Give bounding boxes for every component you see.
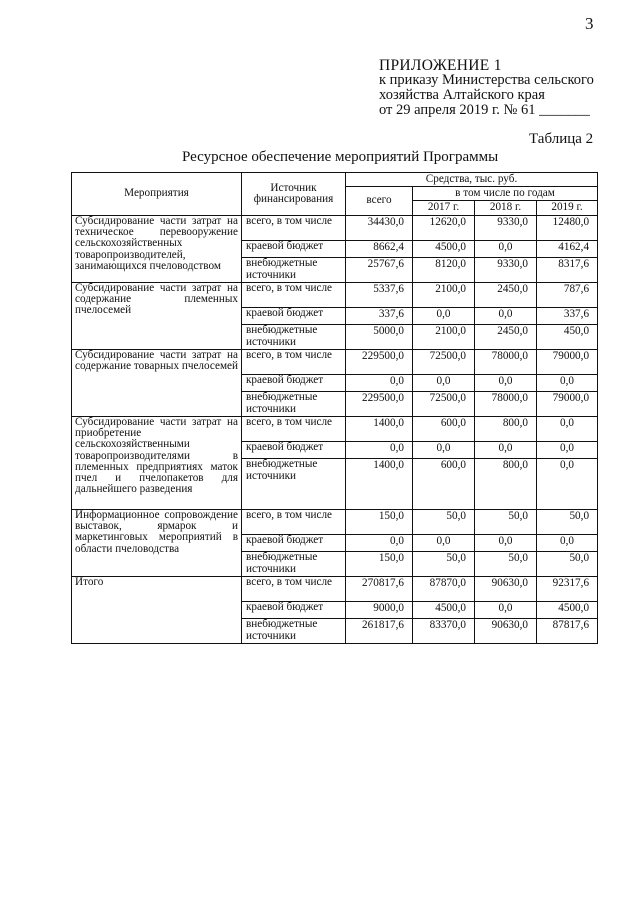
year-value-cell: 72500,0 (413, 350, 475, 375)
year-value-cell: 2100,0 (413, 283, 475, 308)
year-value-cell: 0,0 (537, 442, 598, 459)
year-value-cell: 0,0 (475, 308, 537, 325)
year-value-cell: 87817,6 (537, 619, 598, 644)
appendix-line: к приказу Министерства сельского (379, 72, 594, 88)
source-cell: внебюджетные источники (242, 258, 346, 283)
year-value-cell: 90630,0 (475, 619, 537, 644)
source-cell: всего, в том числе (242, 216, 346, 241)
year-value-cell: 0,0 (537, 459, 598, 510)
total-cell: 0,0 (346, 442, 413, 459)
year-value-cell: 337,6 (537, 308, 598, 325)
event-cell: Информационное сопровождение выставок, ярмарок и маркетинговых мероприятий в области пчеловодства (72, 510, 242, 577)
header-year: 2019 г. (537, 201, 598, 216)
year-value-cell: 0,0 (475, 375, 537, 392)
year-value-cell: 8317,6 (537, 258, 598, 283)
year-value-cell: 50,0 (537, 510, 598, 535)
total-cell: 229500,0 (346, 350, 413, 375)
year-value-cell: 79000,0 (537, 350, 598, 375)
event-cell: Субсидирование части затрат на приобретение сельскохозяйственными товаропроизводителями в племенных предприятиях маток пчел и пчелопакетов для дальнейшего разведения (72, 417, 242, 510)
year-value-cell: 12620,0 (413, 216, 475, 241)
event-cell: Субсидирование части затрат на содержание племенных пчелосемей (72, 283, 242, 350)
year-value-cell: 800,0 (475, 459, 537, 510)
year-value-cell: 50,0 (475, 552, 537, 577)
total-cell: 337,6 (346, 308, 413, 325)
total-cell: 34430,0 (346, 216, 413, 241)
year-value-cell: 87870,0 (413, 577, 475, 602)
source-cell: внебюджетные источники (242, 619, 346, 644)
year-value-cell: 2100,0 (413, 325, 475, 350)
year-value-cell: 9330,0 (475, 258, 537, 283)
header-year: 2018 г. (475, 201, 537, 216)
year-value-cell: 0,0 (537, 417, 598, 442)
year-value-cell: 50,0 (475, 510, 537, 535)
source-cell: внебюджетные источники (242, 392, 346, 417)
total-cell: 5337,6 (346, 283, 413, 308)
source-cell: всего, в том числе (242, 350, 346, 375)
resource-table (71, 172, 598, 644)
source-cell: внебюджетные источники (242, 325, 346, 350)
year-value-cell: 50,0 (413, 552, 475, 577)
year-value-cell: 72500,0 (413, 392, 475, 417)
year-value-cell: 2450,0 (475, 325, 537, 350)
source-cell: всего, в том числе (242, 417, 346, 442)
year-value-cell: 0,0 (413, 375, 475, 392)
year-value-cell: 2450,0 (475, 283, 537, 308)
appendix-title: ПРИЛОЖЕНИЕ 1 (379, 57, 502, 74)
year-value-cell: 0,0 (475, 442, 537, 459)
total-cell: 1400,0 (346, 459, 413, 510)
header-by-years: в том числе по годам (413, 187, 598, 201)
table-row (72, 216, 598, 241)
year-value-cell: 600,0 (413, 417, 475, 442)
year-value-cell: 0,0 (413, 442, 475, 459)
source-cell: краевой бюджет (242, 535, 346, 552)
table-body (72, 216, 598, 644)
appendix-block (379, 58, 619, 118)
year-value-cell: 0,0 (475, 241, 537, 258)
year-value-cell: 50,0 (537, 552, 598, 577)
year-value-cell: 0,0 (475, 535, 537, 552)
event-cell: Субсидирование части затрат на содержание товарных пчелосемей (72, 350, 242, 417)
year-value-cell: 8120,0 (413, 258, 475, 283)
source-cell: внебюджетные источники (242, 459, 346, 510)
year-value-cell: 800,0 (475, 417, 537, 442)
source-cell: краевой бюджет (242, 442, 346, 459)
total-cell: 261817,6 (346, 619, 413, 644)
year-value-cell: 9330,0 (475, 216, 537, 241)
year-value-cell: 78000,0 (475, 392, 537, 417)
source-cell: всего, в том числе (242, 577, 346, 602)
total-cell: 0,0 (346, 375, 413, 392)
year-value-cell: 4162,4 (537, 241, 598, 258)
year-value-cell: 92317,6 (537, 577, 598, 602)
year-value-cell: 83370,0 (413, 619, 475, 644)
source-cell: всего, в том числе (242, 510, 346, 535)
source-cell: краевой бюджет (242, 375, 346, 392)
total-cell: 1400,0 (346, 417, 413, 442)
year-value-cell: 78000,0 (475, 350, 537, 375)
year-value-cell: 0,0 (537, 375, 598, 392)
year-value-cell: 12480,0 (537, 216, 598, 241)
total-cell: 9000,0 (346, 602, 413, 619)
year-value-cell: 79000,0 (537, 392, 598, 417)
source-cell: краевой бюджет (242, 602, 346, 619)
source-cell: внебюджетные источники (242, 552, 346, 577)
source-cell: всего, в том числе (242, 283, 346, 308)
source-cell: краевой бюджет (242, 308, 346, 325)
table-row (72, 417, 598, 442)
year-value-cell: 90630,0 (475, 577, 537, 602)
header-event: Мероприятия (72, 173, 242, 216)
total-cell: 150,0 (346, 552, 413, 577)
table-row (72, 283, 598, 308)
year-value-cell: 0,0 (475, 602, 537, 619)
table-row (72, 350, 598, 375)
header-source: Источник финансирования (242, 173, 346, 216)
header-funds: Средства, тыс. руб. (346, 173, 598, 187)
source-cell: краевой бюджет (242, 241, 346, 258)
table-row (72, 510, 598, 535)
header-total: всего (346, 187, 413, 216)
year-value-cell: 787,6 (537, 283, 598, 308)
appendix-line: хозяйства Алтайского края (379, 87, 545, 103)
total-cell: 0,0 (346, 535, 413, 552)
year-value-cell: 4500,0 (413, 602, 475, 619)
total-cell: 25767,6 (346, 258, 413, 283)
page-number: 3 (585, 14, 594, 33)
total-cell: 229500,0 (346, 392, 413, 417)
total-cell: 150,0 (346, 510, 413, 535)
event-cell: Итого (72, 577, 242, 644)
table-title: Ресурсное обеспечение мероприятий Программы (182, 149, 499, 165)
event-cell: Субсидирование части затрат на техническое перевооружение сельскохозяйственных товаропроизводителей, занимающихся пчеловодством (72, 216, 242, 283)
year-value-cell: 0,0 (413, 308, 475, 325)
header-year: 2017 г. (413, 201, 475, 216)
year-value-cell: 450,0 (537, 325, 598, 350)
total-cell: 270817,6 (346, 577, 413, 602)
year-value-cell: 0,0 (537, 535, 598, 552)
year-value-cell: 0,0 (413, 535, 475, 552)
table-row (72, 577, 598, 602)
year-value-cell: 4500,0 (537, 602, 598, 619)
year-value-cell: 50,0 (413, 510, 475, 535)
appendix-line: от 29 апреля 2019 г. № 61 _______ (379, 102, 590, 118)
year-value-cell: 4500,0 (413, 241, 475, 258)
total-cell: 8662,4 (346, 241, 413, 258)
year-value-cell: 600,0 (413, 459, 475, 510)
total-cell: 5000,0 (346, 325, 413, 350)
table-label: Таблица 2 (529, 131, 594, 147)
